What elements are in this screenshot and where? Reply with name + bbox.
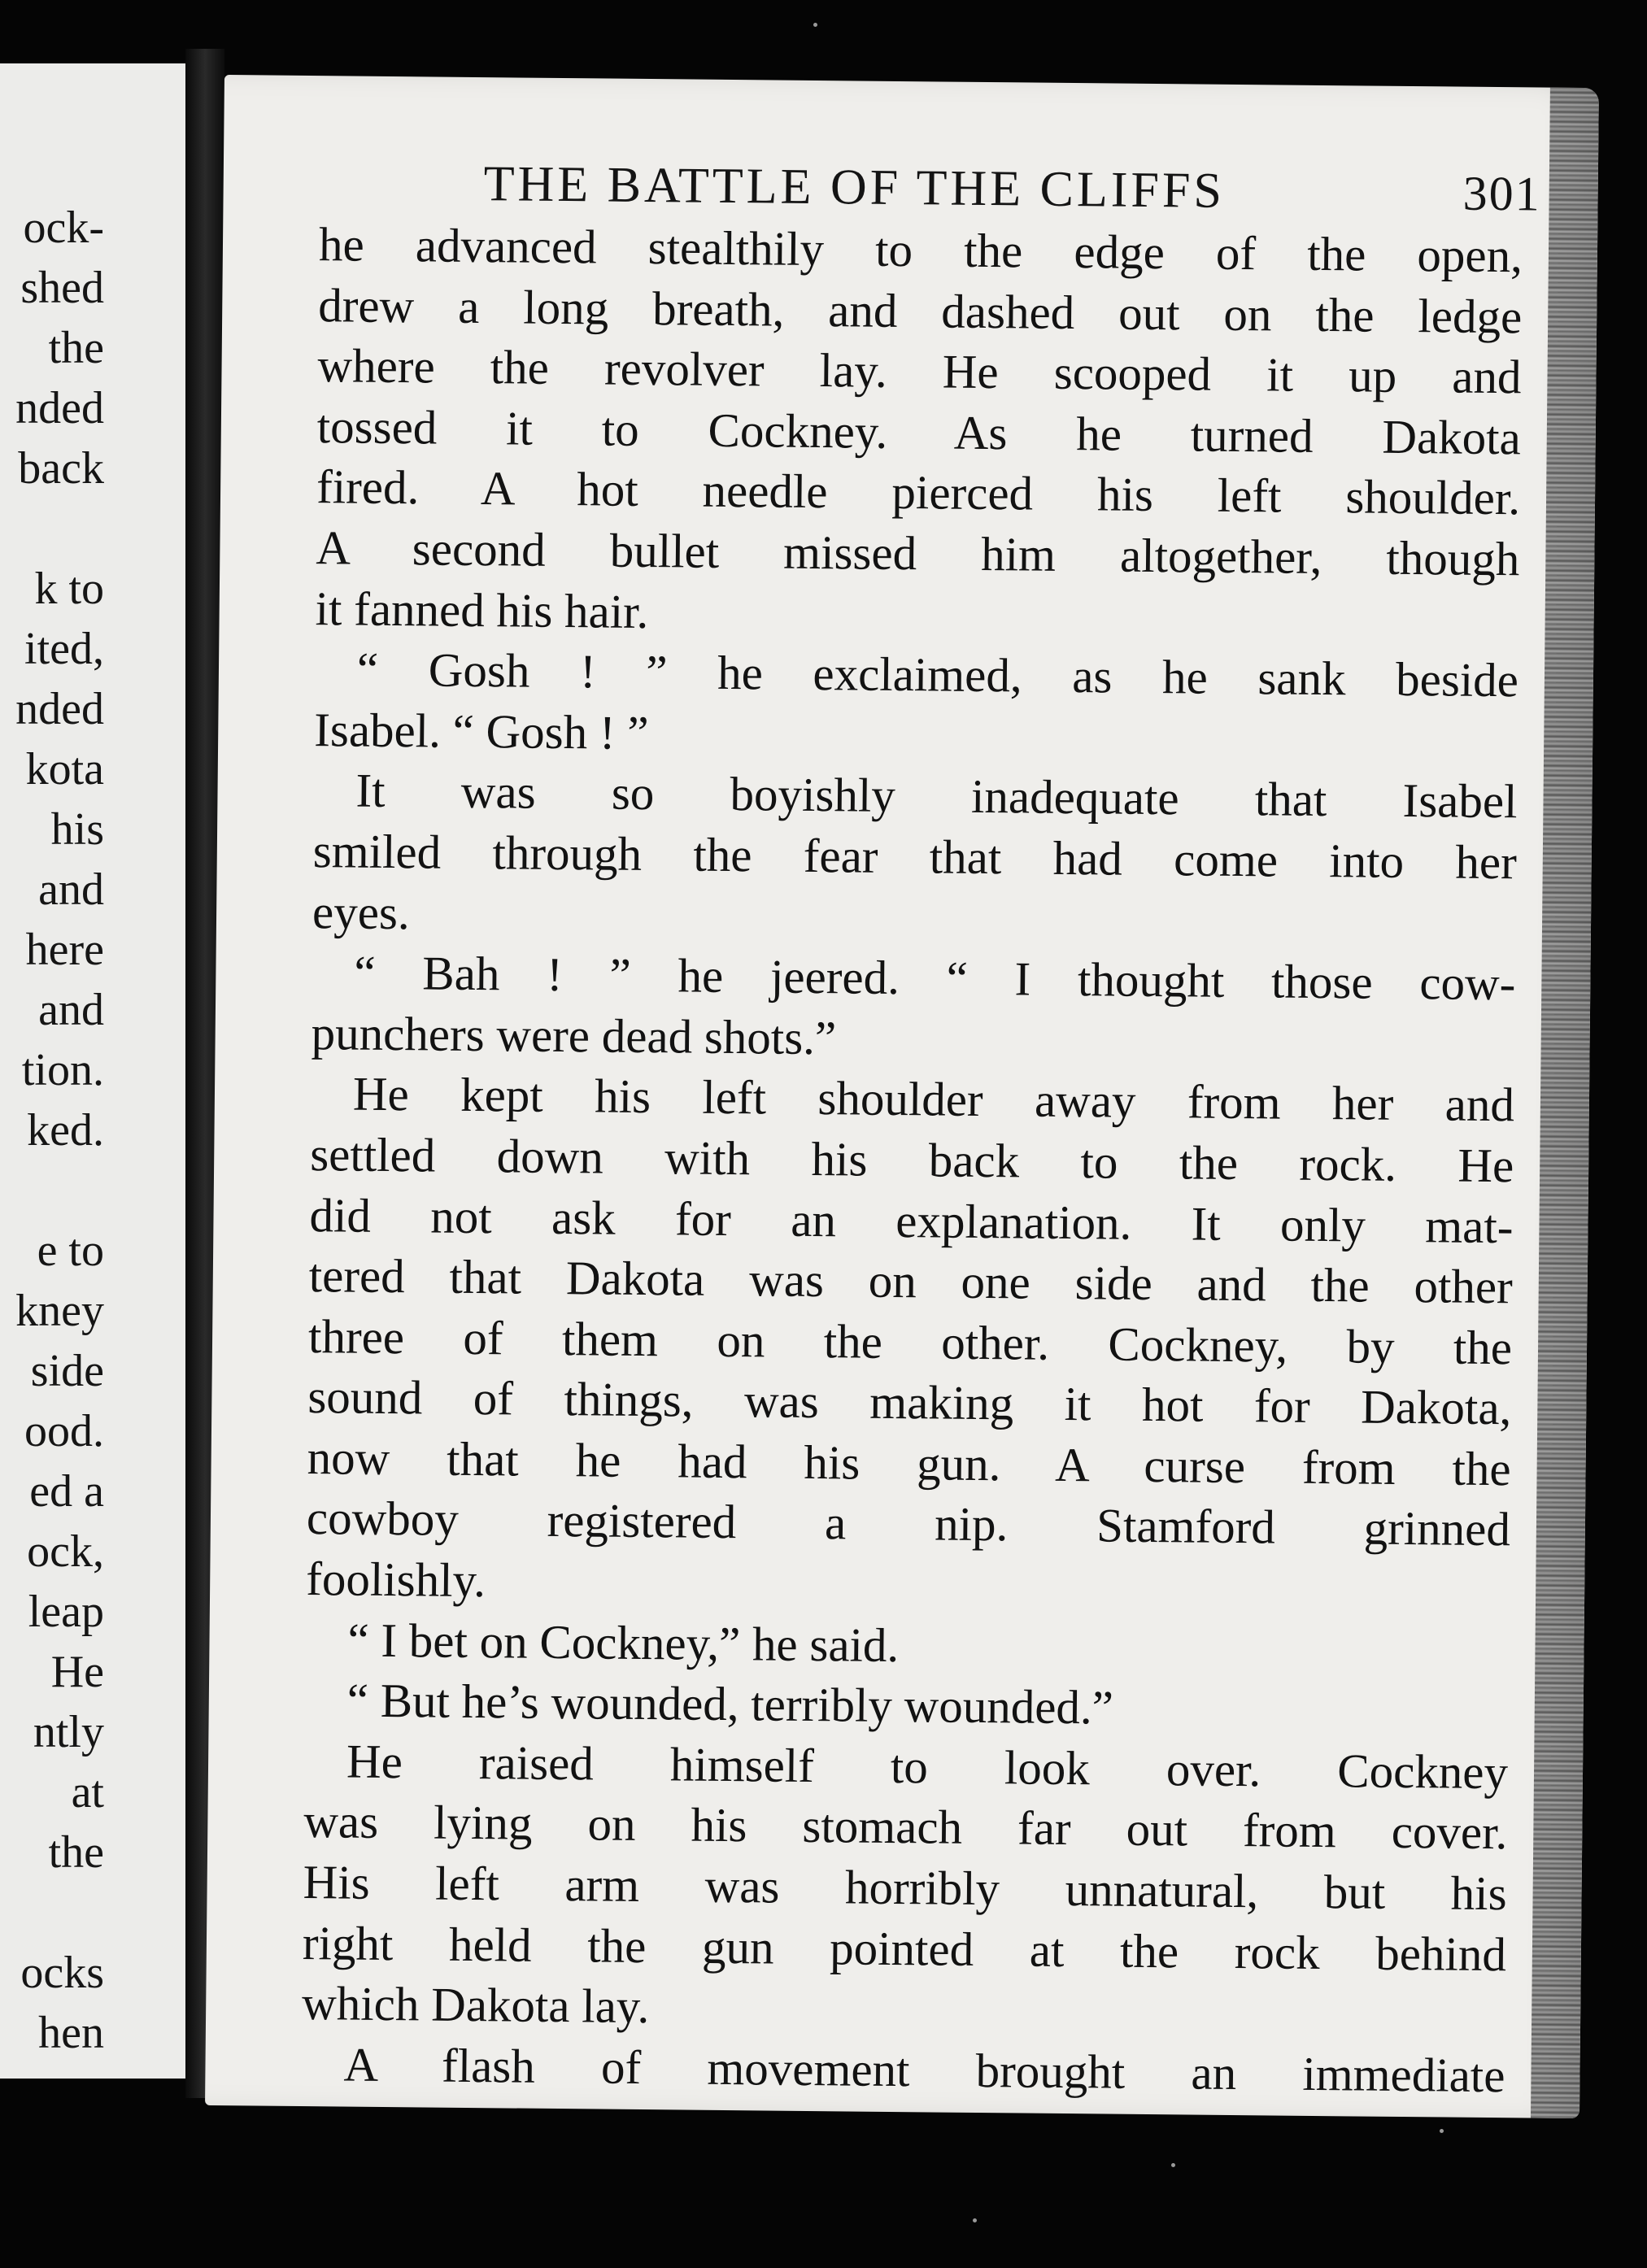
page-number: 301	[1462, 166, 1541, 221]
page-body-text	[301, 214, 1523, 2106]
left-line: ock,	[27, 1526, 104, 1577]
left-line: nded	[15, 684, 104, 734]
scan-speck	[1440, 2129, 1444, 2133]
text-line: foolishly.	[305, 1552, 486, 1608]
left-line: ocks	[20, 1948, 104, 1998]
left-line: ntly	[33, 1707, 104, 1757]
text-line: His left arm was horribly unnatural, but his	[303, 1855, 1507, 1921]
left-line: side	[30, 1346, 104, 1396]
text-line: he advanced stealthily to the edge of the open,	[318, 217, 1523, 283]
text-line: “ I bet on Cockney,” he said.	[347, 1613, 900, 1672]
scan-speck	[1171, 2163, 1175, 2167]
scan-speck	[813, 23, 817, 27]
left-line: here	[25, 925, 104, 975]
text-line: it fanned his hair.	[315, 581, 649, 638]
text-line: sound of things, was making it hot for Dakota,	[307, 1369, 1512, 1435]
left-line: and	[38, 864, 104, 915]
text-line: smiled through the fear that had come into her	[312, 824, 1518, 890]
left-line: k to	[34, 564, 104, 614]
left-line: hen	[38, 2008, 104, 2058]
left-line: at	[71, 1767, 104, 1817]
text-line: tossed it to Cockney. As he turned Dakota	[316, 398, 1522, 465]
text-line: He raised himself to look over. Cockney	[346, 1734, 1509, 1800]
left-line: kney	[15, 1286, 104, 1336]
right-page	[205, 75, 1599, 2118]
text-line: “ Gosh ! ” he exclaimed, as he sank beside	[356, 642, 1519, 707]
left-line: his	[50, 804, 104, 855]
left-line: kota	[25, 744, 104, 794]
left-line: nded	[15, 383, 104, 433]
text-line: right held the gun pointed at the rock behind	[302, 1915, 1507, 1981]
left-line: ood.	[24, 1406, 104, 1456]
left-line: ited,	[24, 624, 104, 674]
left-line: ock-	[23, 202, 104, 253]
text-line: fired. A hot needle pierced his left shoulder.	[316, 459, 1521, 525]
text-line: did not ask for an explanation. It only mat-	[309, 1187, 1514, 1253]
text-line: which Dakota lay.	[301, 1976, 650, 2034]
left-line: e to	[37, 1225, 104, 1276]
text-line: He kept his left shoulder away from her and	[352, 1066, 1515, 1132]
text-line: punchers were dead shots.”	[311, 1005, 837, 1064]
text-line: “ But he’s wounded, terribly wounded.”	[346, 1673, 1114, 1735]
left-line: He	[50, 1647, 104, 1697]
left-line: back	[18, 443, 104, 494]
text-line: cowboy registered a nip. Stamford grinned	[306, 1491, 1511, 1556]
text-line: tered that Dakota was on one side and the other	[308, 1248, 1514, 1314]
text-line: three of them on the other. Cockney, by the	[307, 1308, 1513, 1374]
left-line: shed	[20, 263, 104, 313]
text-line: Isabel. “ Gosh ! ”	[313, 702, 649, 760]
text-line: now that he had his gun. A curse from the	[307, 1430, 1511, 1496]
page-edge-shading	[1531, 88, 1599, 2118]
text-line: settled down with his back to the rock. He	[309, 1126, 1514, 1193]
text-line: A second bullet missed him altogether, though	[316, 520, 1520, 586]
left-line: the	[48, 1827, 104, 1878]
left-line: leap	[28, 1587, 104, 1637]
scan-speck	[973, 2218, 977, 2222]
left-line: tion.	[21, 1045, 104, 1095]
text-line: It was so boyishly inadequate that Isabel	[355, 763, 1518, 829]
left-line: ed a	[29, 1466, 104, 1517]
text-line: drew a long breath, and dashed out on the ledge	[317, 277, 1523, 343]
text-line: was lying on his stomach far out from cover.	[303, 1794, 1508, 1860]
text-line: “ Bah ! ” he jeered. “ I thought those cow-	[354, 945, 1516, 1011]
running-head: THE BATTLE OF THE CLIFFS	[483, 156, 1226, 219]
left-page-fragment	[0, 63, 190, 2079]
text-line: where the revolver lay. He scooped it up and	[317, 338, 1522, 404]
left-line: ked.	[27, 1105, 104, 1156]
text-line: eyes.	[312, 884, 411, 939]
left-line: and	[38, 985, 104, 1035]
text-line: A flash of movement brought an immediate	[343, 2037, 1505, 2103]
page-header	[459, 155, 1541, 224]
left-line: the	[48, 323, 104, 373]
